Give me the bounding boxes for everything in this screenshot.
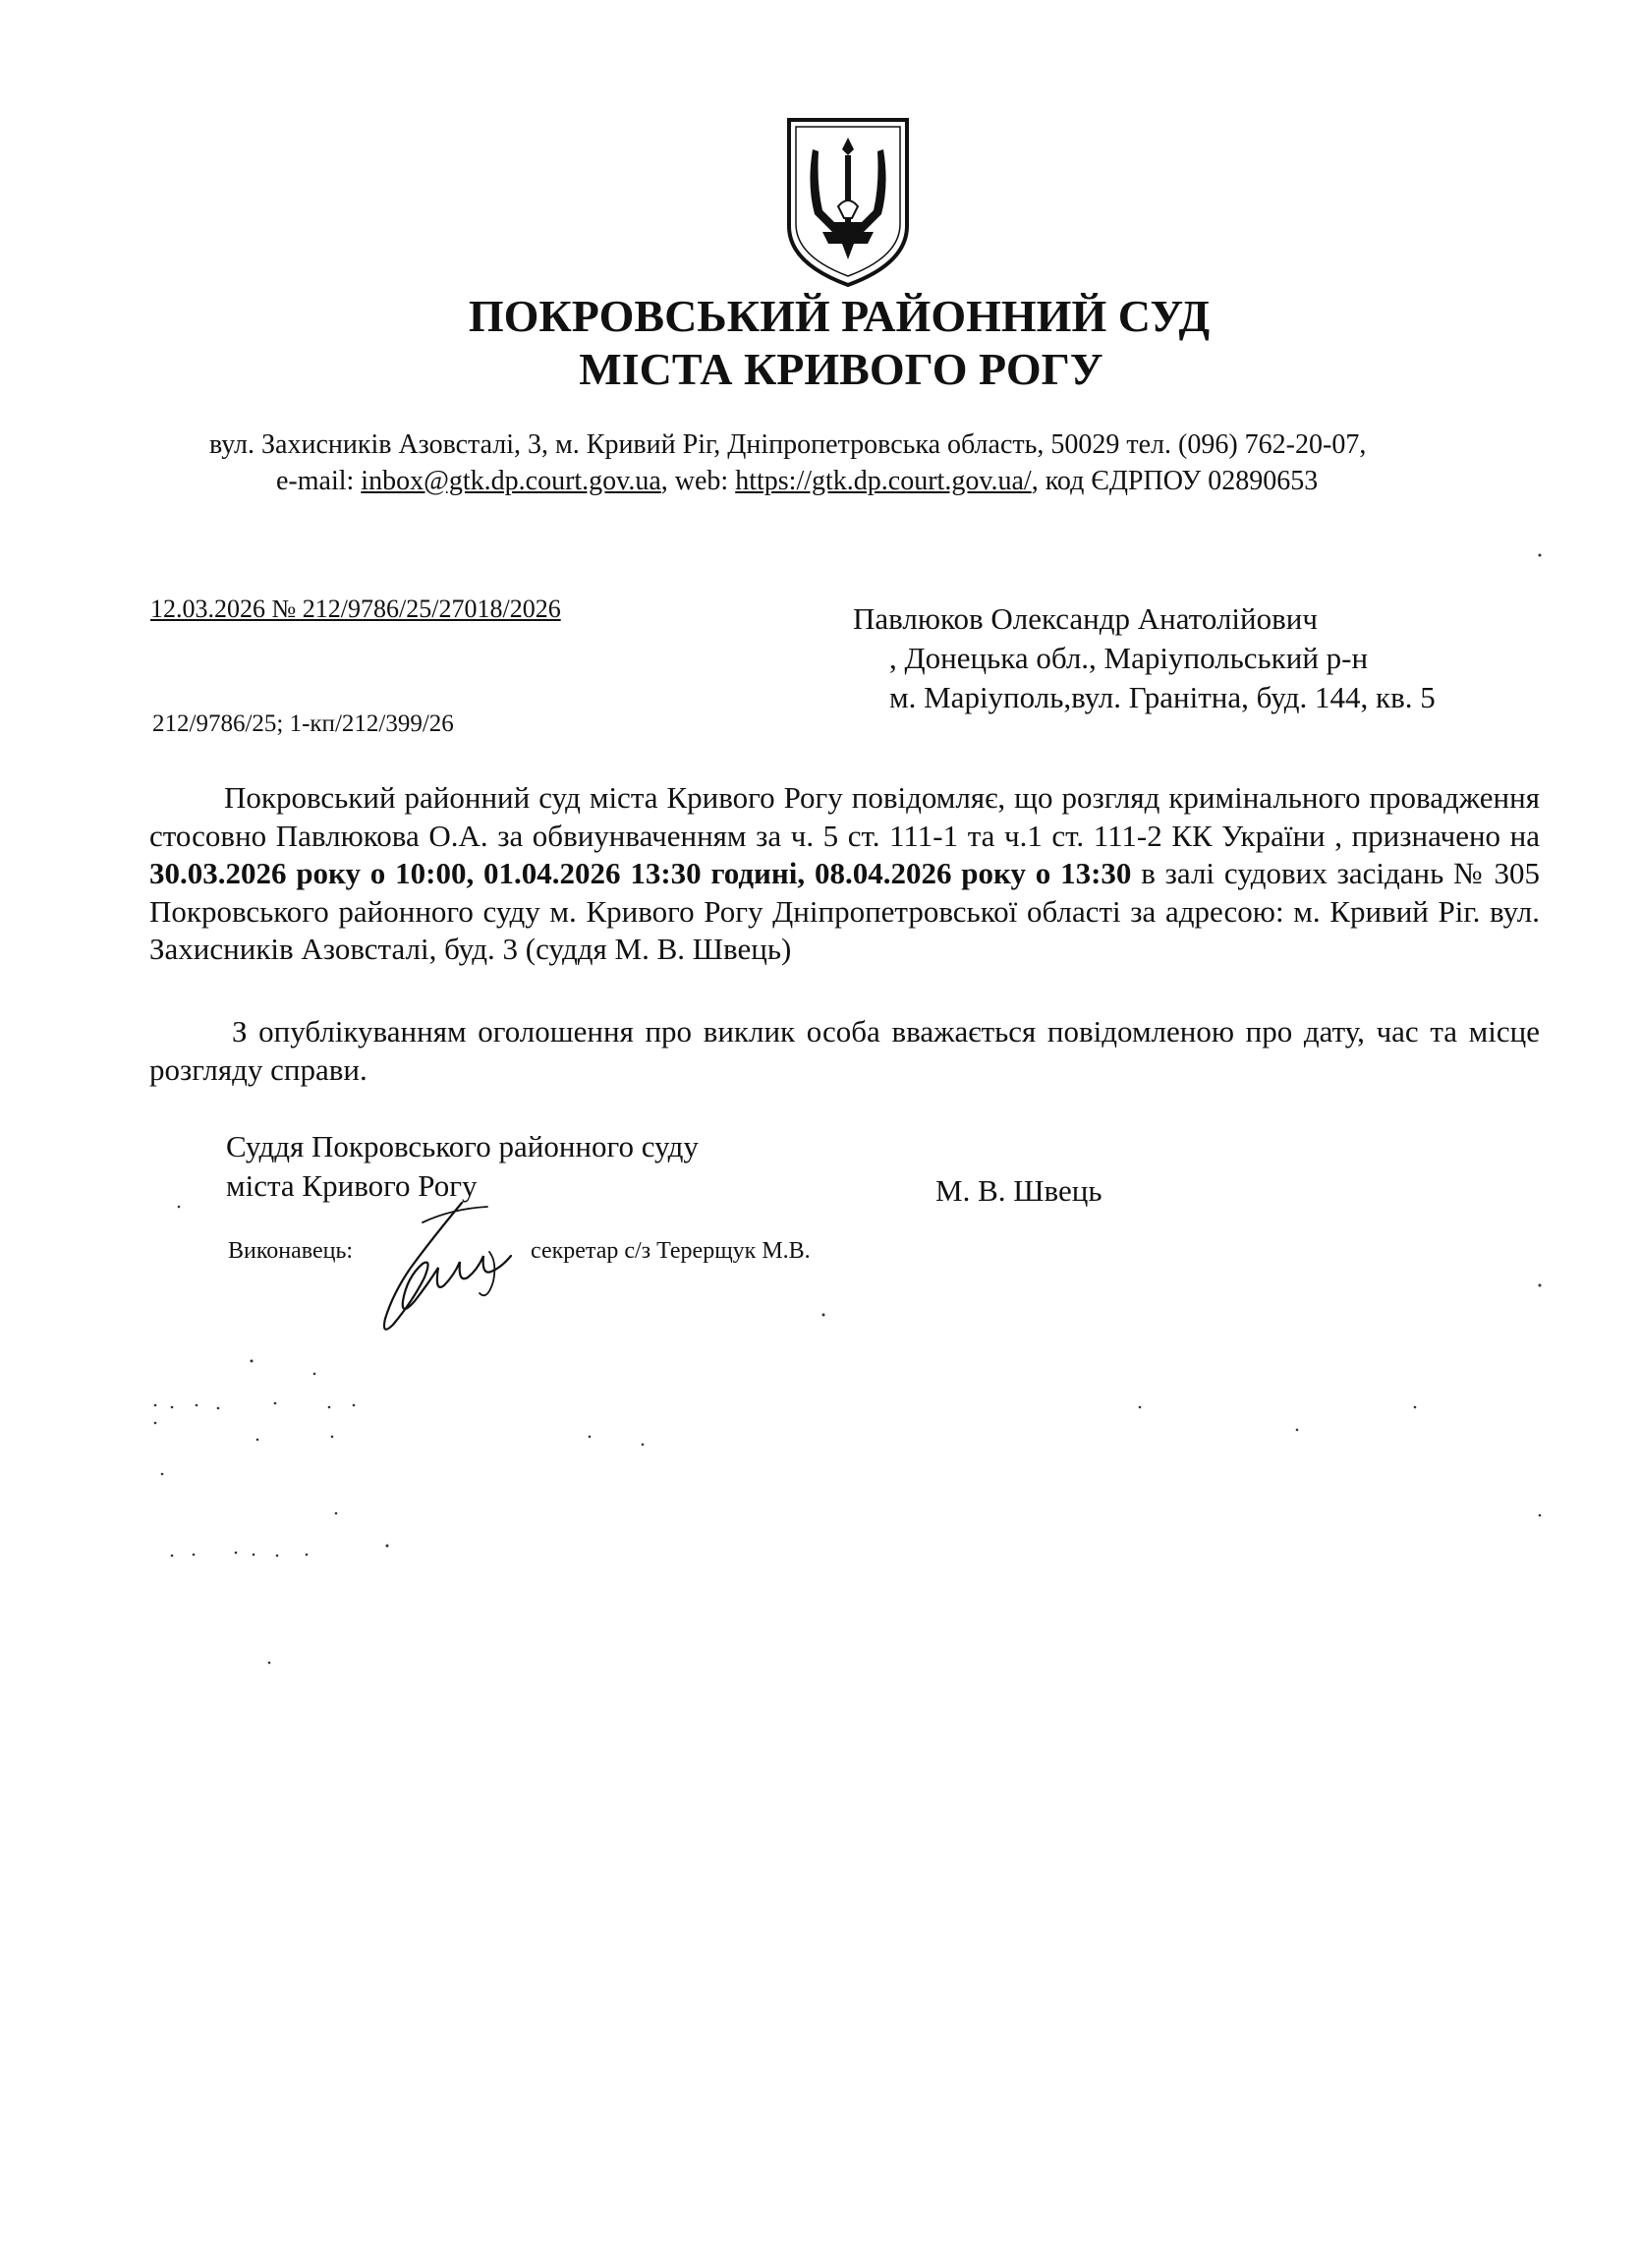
judge-position-line2: міста Кривого Рогу [226, 1168, 478, 1203]
notice-text-part2: в залі судових засідань № 305 Покровського районного суду м. Кривого Рогу Дніпропетровської області за адресою: м. Кривий Ріг. вул. Захисників Азовсталі, буд. 3 (суддя М. В. Швець) [149, 856, 1540, 966]
court-name-line2: МІСТА КРИВОГО РОГУ [579, 344, 1103, 394]
executor-name: секретар с/з Терерщук М.В. [531, 1238, 811, 1264]
court-address: вул. Захисників Азовсталі, 3, м. Кривий Ріг, Дніпропетровська область, 50029 тел. (096) 762-20-07, [209, 429, 1367, 460]
judge-position-line1: Суддя Покровського районного суду [226, 1129, 699, 1163]
addressee-region: , Донецька обл., Маріупольський р-н [889, 641, 1369, 675]
notice-paragraph [149, 779, 1540, 969]
email-label: e-mail: [276, 466, 362, 496]
handwritten-signature-icon [364, 1199, 521, 1346]
addressee-address: м. Маріуполь,вул. Гранітна, буд. 144, кв. 5 [889, 680, 1436, 714]
case-numbers: 212/9786/25; 1-кп/212/399/26 [152, 710, 454, 737]
outgoing-reference: 12.03.2026 № 212/9786/25/27018/2026 [150, 595, 561, 623]
publication-paragraph: З опублікуванням оголошення про виклик особа вважається повідомленою про дату, час та місце розгляду справи. [149, 1014, 1540, 1087]
hearing-dates: 30.03.2026 року о 10:00, 01.04.2026 13:30 годині, 08.04.2026 року о 13:30 [149, 856, 1132, 890]
web-label: , web: [660, 466, 736, 496]
court-name-line1: ПОКРОВСЬКИЙ РАЙОННИЙ СУД [468, 291, 1211, 341]
executor-label: Виконавець: [228, 1238, 354, 1264]
trident-coat-of-arms-icon [783, 116, 913, 289]
court-contacts [276, 465, 1318, 498]
email-link[interactable]: inbox@gtk.dp.court.gov.ua [361, 466, 661, 496]
notice-text-part1: Покровський районний суд міста Кривого Рогу повідомляє, що розгляд кримінального провадження стосовно Павлюкова О.А. за обвиунваченням за ч. 5 ст. 111-1 та ч.1 ст. 111-2 КК України , призначено на [149, 780, 1540, 853]
web-link[interactable]: https://gtk.dp.court.gov.ua/ [735, 466, 1032, 496]
addressee-name: Павлюков Олександр Анатолійович [853, 601, 1318, 636]
edrpou-code: , код ЄДРПОУ 02890653 [1031, 466, 1319, 496]
judge-name: М. В. Швець [935, 1173, 1102, 1208]
